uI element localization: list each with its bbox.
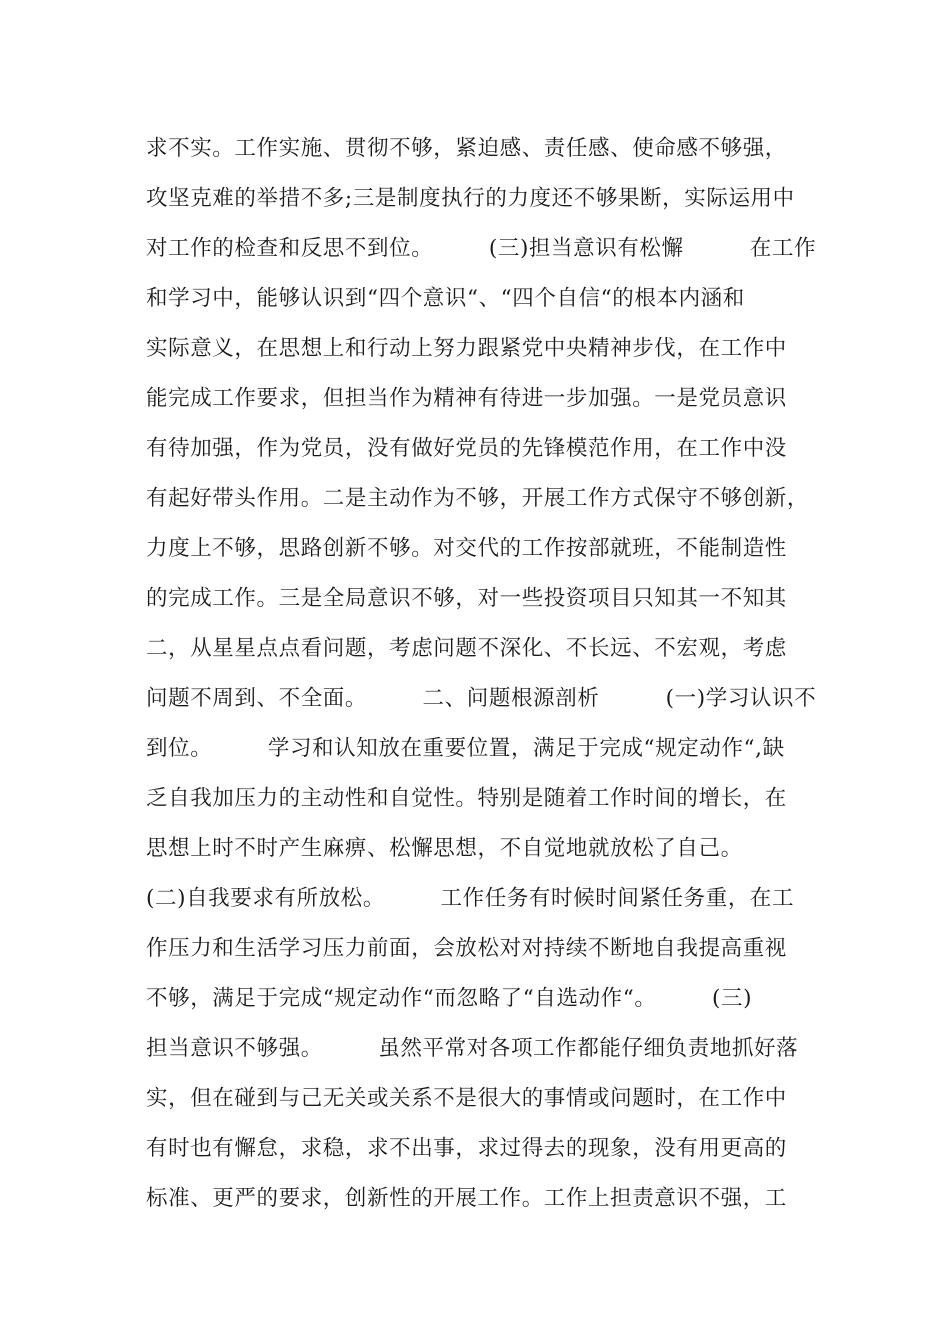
text-line: 对工作的检查和反思不到位。 (三)担当意识有松懈 在工作: [146, 236, 817, 261]
text-line: 求不实。工作实施、贯彻不够，紧迫感、责任感、使命感不够强，: [146, 136, 787, 161]
text-line: 有时也有懈怠，求稳，求不出事，求过得去的现象，没有用更高的: [146, 1136, 787, 1161]
text-line: 力度上不够，思路创新不够。对交代的工作按部就班，不能制造性: [146, 536, 787, 561]
body-text: [146, 132, 826, 1232]
text-line: 和学习中，能够认识到“四个意识“、“四个自信“的根本内涵和: [146, 286, 745, 311]
text-line: 的完成工作。三是全局意识不够，对一些投资项目只知其一不知其: [146, 586, 787, 611]
text-line: 有待加强，作为党员，没有做好党员的先锋模范作用，在工作中没: [146, 436, 787, 461]
text-line: 担当意识不够强。 虽然平常对各项工作都能仔细负责地抓好落: [146, 1036, 799, 1061]
text-line: 问题不周到、不全面。 二、问题根源剖析 (一)学习认识不: [146, 686, 817, 711]
text-line: 实，但在碰到与己无关或关系不是很大的事情或问题时，在工作中: [146, 1086, 787, 1111]
text-line: 攻坚克难的举措不多;三是制度执行的力度还不够果断，实际运用中: [146, 186, 795, 211]
text-line: (二)自我要求有所放松。 工作任务有时候时间紧任务重，在工: [146, 886, 795, 911]
text-line: 思想上时不时产生麻痹、松懈思想，不自觉地就放松了自己。: [146, 836, 743, 861]
text-line: 不够，满足于完成“规定动作“而忽略了“自选动作“。 (三): [146, 986, 753, 1011]
text-line: 实际意义，在思想上和行动上努力跟紧党中央精神步伐，在工作中: [146, 336, 787, 361]
text-line: 有起好带头作用。二是主动作为不够，开展工作方式保守不够创新，: [146, 486, 810, 511]
text-line: 二，从星星点点看问题，考虑问题不深化、不长远、不宏观，考虑: [146, 636, 787, 661]
text-line: 能完成工作要求，但担当作为精神有待进一步加强。一是党员意识: [146, 386, 787, 411]
text-line: 到位。 学习和认知放在重要位置，满足于完成“规定动作“,缺: [146, 736, 785, 761]
text-line: 标准、更严的要求，创新性的开展工作。工作上担责意识不强，工: [146, 1186, 787, 1211]
text-line: 乏自我加压力的主动性和自觉性。特别是随着工作时间的增长，在: [146, 786, 787, 811]
text-line: 作压力和生活学习压力前面，会放松对对持续不断地自我提高重视: [146, 936, 787, 961]
